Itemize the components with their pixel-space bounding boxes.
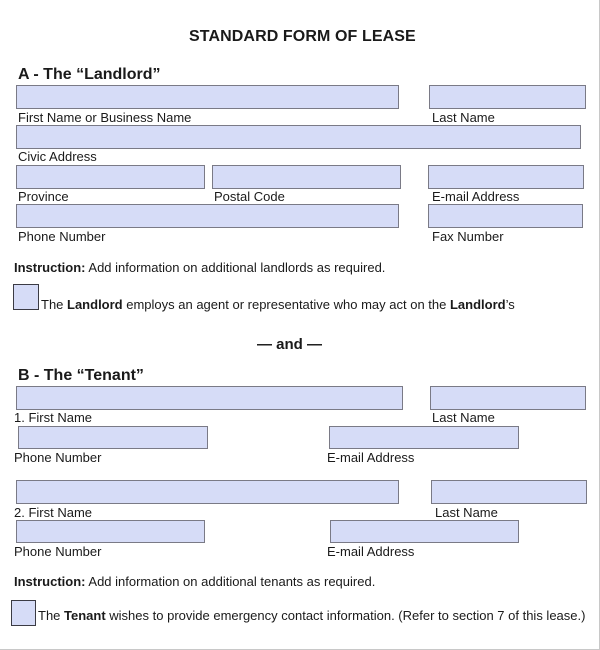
landlord-agent-checkbox-label <box>41 297 515 312</box>
tenant-2-first-name-label: 2. First Name <box>14 505 93 520</box>
tenant-1-first-name-label: 1. First Name <box>14 410 93 425</box>
tenant-emergency-checkbox-label <box>38 608 585 623</box>
tenant-1-last-name-label: Last Name <box>432 410 495 425</box>
agent-text-3: ’s <box>505 297 515 312</box>
landlord-instruction-text: Add information on additional landlords as required. <box>85 260 386 275</box>
tenant-1-phone-label: Phone Number <box>14 450 102 465</box>
landlord-email-field[interactable] <box>428 165 584 189</box>
landlord-agent-checkbox[interactable] <box>13 284 39 310</box>
tenant-2-phone-label: Phone Number <box>14 544 102 559</box>
emergency-bold-tenant: Tenant <box>64 608 106 623</box>
tenant-2-last-name-label: Last Name <box>435 505 498 520</box>
landlord-province-field[interactable] <box>16 165 205 189</box>
landlord-last-name-field[interactable] <box>429 85 586 109</box>
tenant-1-last-name-field[interactable] <box>430 386 586 410</box>
emergency-text-2: wishes to provide emergency contact information. (Refer to section 7 of this lease.) <box>105 608 586 623</box>
tenant-2-phone-field[interactable] <box>16 520 205 543</box>
tenant-2-email-field[interactable] <box>330 520 519 543</box>
tenant-1-email-field[interactable] <box>329 426 519 449</box>
landlord-instruction <box>14 260 385 275</box>
tenant-instruction <box>14 574 375 589</box>
landlord-last-name-label: Last Name <box>432 110 495 125</box>
landlord-fax-label: Fax Number <box>432 229 504 244</box>
landlord-civic-address-label: Civic Address <box>18 149 97 164</box>
landlord-civic-address-field[interactable] <box>16 125 581 149</box>
landlord-phone-field[interactable] <box>16 204 399 228</box>
landlord-postal-code-label: Postal Code <box>214 189 285 204</box>
landlord-email-label: E-mail Address <box>432 189 520 204</box>
landlord-postal-code-field[interactable] <box>212 165 401 189</box>
landlord-section-heading: A - The “Landlord” <box>18 66 161 83</box>
tenant-1-phone-field[interactable] <box>18 426 208 449</box>
tenant-1-email-label: E-mail Address <box>327 450 415 465</box>
tenant-section-heading: B - The “Tenant” <box>18 367 144 384</box>
tenant-instruction-text: Add information on additional tenants as required. <box>85 574 376 589</box>
tenant-1-first-name-field[interactable] <box>16 386 403 410</box>
landlord-first-name-label: First Name or Business Name <box>18 110 192 125</box>
tenant-instruction-label: Instruction: <box>14 574 86 589</box>
emergency-text-1: The <box>38 608 65 623</box>
and-separator: — and — <box>257 336 323 353</box>
landlord-first-name-field[interactable] <box>16 85 399 109</box>
landlord-fax-field[interactable] <box>428 204 583 228</box>
tenant-2-first-name-field[interactable] <box>16 480 399 504</box>
form-title: STANDARD FORM OF LEASE <box>189 28 416 45</box>
tenant-2-last-name-field[interactable] <box>431 480 587 504</box>
agent-bold-landlord-2: Landlord <box>449 297 506 312</box>
agent-text-1: The <box>41 297 68 312</box>
tenant-2-email-label: E-mail Address <box>327 544 415 559</box>
agent-text-2: employs an agent or representative who may act on the <box>122 297 450 312</box>
landlord-province-label: Province <box>18 189 69 204</box>
tenant-emergency-checkbox[interactable] <box>11 600 36 626</box>
landlord-instruction-label: Instruction: <box>14 260 86 275</box>
landlord-phone-label: Phone Number <box>18 229 106 244</box>
agent-bold-landlord-1: Landlord <box>67 297 123 312</box>
